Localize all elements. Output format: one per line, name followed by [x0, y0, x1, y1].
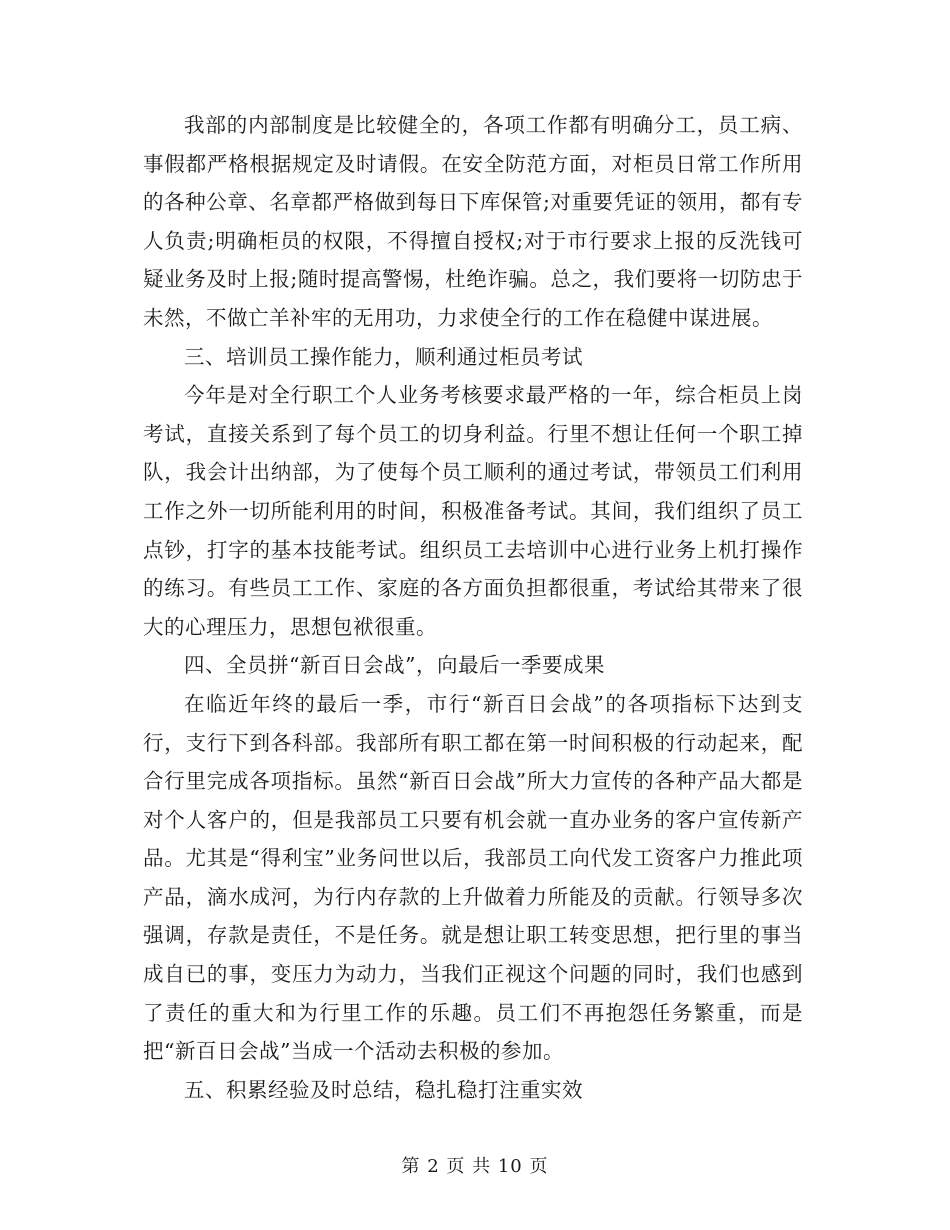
- section-heading-5: 五、积累经验及时总结，稳扎稳打注重实效: [184, 1077, 583, 1102]
- document-body: [143, 106, 803, 1109]
- paragraph-internal-system: 我部的内部制度是比较健全的，各项工作都有明确分工，员工病、事假都严格根据规定及时请假。在安全防范方面，对柜员日常工作所用的各种公章、名章都严格做到每日下库保管;对重要凭证的领用，都有专人负责;明确柜员的权限，不得擅自授权;对于市行要求上报的反洗钱可疑业务及时上报;随时提高警惕，杜绝诈骗。总之，我们要将一切防忠于未然，不做亡羊补牢的无用功，力求使全行的工作在稳健中谋进展。: [143, 113, 803, 330]
- paragraph-hundred-day-campaign: 在临近年终的最后一季，市行“新百日会战”的各项指标下达到支行，支行下到各科部。我部所有职工都在第一时间积极的行动起来，配合行里完成各项指标。虽然“新百日会战”所大力宣传的各种产品大都是对个人客户的，但是我部员工只要有机会就一直办业务的客户宣传新产品。尤其是“得利宝”业务问世以后，我部员工向代发工资客户力推此项产品，滴水成河，为行内存款的上升做着力所能及的贡献。行领导多次强调，存款是责任，不是任务。就是想让职工转变思想，把行里的事当成自已的事，变压力为动力，当我们正视这个问题的同时，我们也感到了责任的重大和为行里工作的乐趣。员工们不再抱怨任务繁重，而是把“新百日会战”当成一个活动去积极的参加。: [143, 691, 803, 1064]
- page-footer: 第 2 页 共 10 页: [401, 1156, 549, 1177]
- section-heading-3: 三、培训员工操作能力，顺利通过柜员考试: [184, 344, 583, 369]
- section-heading-4: 四、全员拼“新百日会战”，向最后一季要成果: [184, 653, 605, 678]
- paragraph-training: 今年是对全行职工个人业务考核要求最严格的一年，综合柜员上岗考试，直接关系到了每个员工的切身利益。行里不想让任何一个职工掉队，我会计出纳部，为了使每个员工顺利的通过考试，带领员工们利用工作之外一切所能利用的时间，积极准备考试。其间，我们组织了员工点钞，打字的基本技能考试。组织员工去培训中心进行业务上机打操作的练习。有些员工工作、家庭的各方面负担都很重，考试给其带来了很大的心理压力，思想包袱很重。: [143, 383, 803, 639]
